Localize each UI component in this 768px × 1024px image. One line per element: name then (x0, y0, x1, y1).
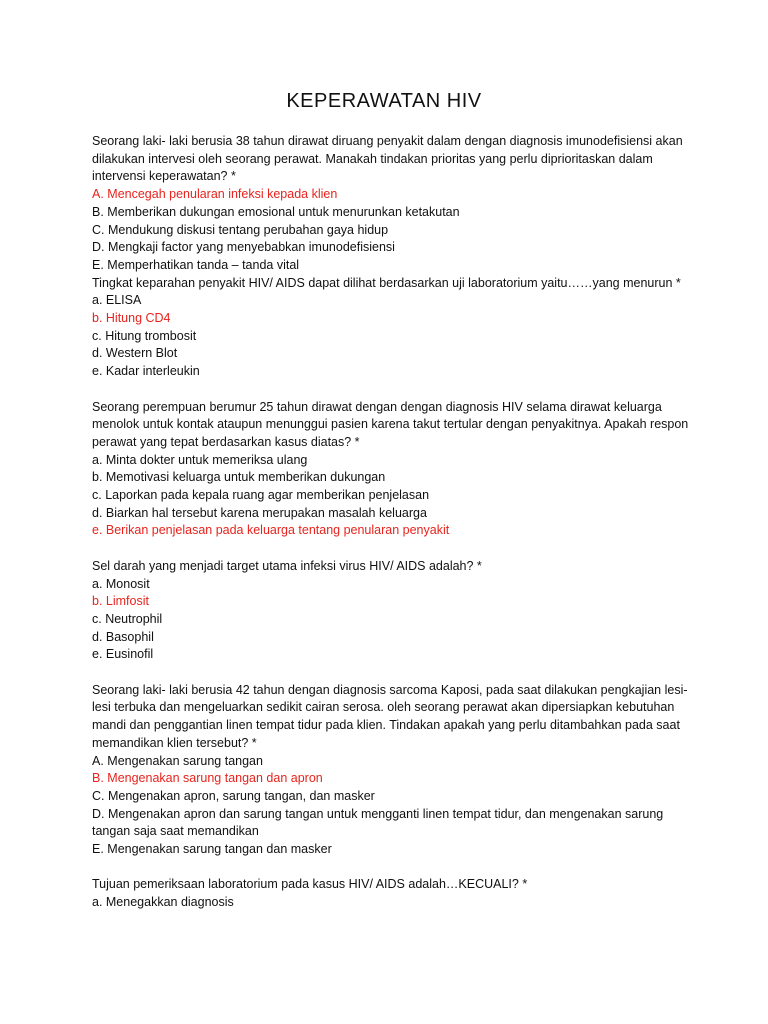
answer-option: b. Memotivasi keluarga untuk memberikan dukungan (92, 470, 386, 485)
answer-option: E. Mengenakan sarung tangan dan masker (92, 842, 332, 857)
answer-option: e. Eusinofil (92, 647, 154, 662)
question-text: Seorang perempuan berumur 25 tahun dirawat dengan dengan diagnosis HIV selama dirawat keluarga menolok untuk kontak ataupun menunggui pasien karena takut tertular dengan penyakitnya. Apakah respon perawat yang tepat berdasarkan kasus diatas? * (92, 399, 689, 449)
answer-option: a. Monosit (92, 576, 150, 591)
page-title: KEPERAWATAN HIV (286, 90, 482, 112)
answer-option-correct: b. Limfosit (92, 594, 149, 609)
spacer (92, 381, 692, 399)
spacer (92, 540, 692, 558)
answer-option: c. Hitung trombosit (92, 328, 197, 343)
spacer (92, 859, 692, 877)
answer-option: d. Basophil (92, 629, 154, 644)
question-text: Tingkat keparahan penyakit HIV/ AIDS dapat dilihat berdasarkan uji laboratorium yaitu……yang menurun * (92, 275, 681, 290)
question-block (92, 682, 692, 859)
answer-option: d. Western Blot (92, 346, 178, 361)
question-block (92, 399, 692, 541)
question-block (92, 876, 692, 911)
answer-option: a. Minta dokter untuk memeriksa ulang (92, 452, 308, 467)
answer-option: B. Memberikan dukungan emosional untuk menurunkan ketakutan (92, 204, 460, 219)
question-block (92, 275, 692, 381)
question-text: Sel darah yang menjadi target utama infeksi virus HIV/ AIDS adalah? * (92, 558, 482, 573)
answer-option: E. Memperhatikan tanda – tanda vital (92, 257, 300, 272)
answer-option: a. Menegakkan diagnosis (92, 895, 234, 910)
question-text: Tujuan pemeriksaan laboratorium pada kasus HIV/ AIDS adalah…KECUALI? * (92, 877, 528, 892)
answer-option-correct: B. Mengenakan sarung tangan dan apron (92, 771, 323, 786)
answer-option: D. Mengenakan apron dan sarung tangan untuk mengganti linen tempat tidur, dan mengenakan sarung tangan saja saat memandikan (92, 806, 664, 839)
answer-option: c. Neutrophil (92, 611, 163, 626)
question-text: Seorang laki- laki berusia 42 tahun dengan diagnosis sarcoma Kaposi, pada saat dilakukan pengkajian lesi- lesi terbuka dan mengeluarkan sedikit cairan serosa. oleh seorang perawat akan dipersiapkan kebutuhan mandi dan penggantian linen tempat tidur pada klien. Tindakan apakah yang perlu ditambahkan pada saat memandikan klien tersebut? * (92, 682, 688, 750)
answer-option-correct: e. Berikan penjelasan pada keluarga tentang penularan penyakit (92, 523, 450, 538)
answer-option: C. Mengenakan apron, sarung tangan, dan masker (92, 788, 375, 803)
question-block (92, 558, 692, 664)
question-list (92, 133, 692, 912)
question-text: Seorang laki- laki berusia 38 tahun dirawat diruang penyakit dalam dengan diagnosis imunodefisiensi akan dilakukan intervesi oleh seorang perawat. Manakah tindakan prioritas yang perlu diprioritaskan dalam intervensi keperawatan? * (92, 134, 683, 184)
spacer (92, 664, 692, 682)
answer-option: c. Laporkan pada kepala ruang agar memberikan penjelasan (92, 488, 430, 503)
answer-option: A. Mengenakan sarung tangan (92, 753, 263, 768)
answer-option: C. Mendukung diskusi tentang perubahan gaya hidup (92, 222, 389, 237)
question-block (92, 133, 692, 275)
answer-option: e. Kadar interleukin (92, 364, 200, 379)
answer-option: a. ELISA (92, 293, 142, 308)
answer-option: D. Mengkaji factor yang menyebabkan imunodefisiensi (92, 240, 395, 255)
answer-option-correct: b. Hitung CD4 (92, 311, 171, 326)
answer-option-correct: A. Mencegah penularan infeksi kepada klien (92, 187, 338, 202)
answer-option: d. Biarkan hal tersebut karena merupakan masalah keluarga (92, 505, 427, 520)
